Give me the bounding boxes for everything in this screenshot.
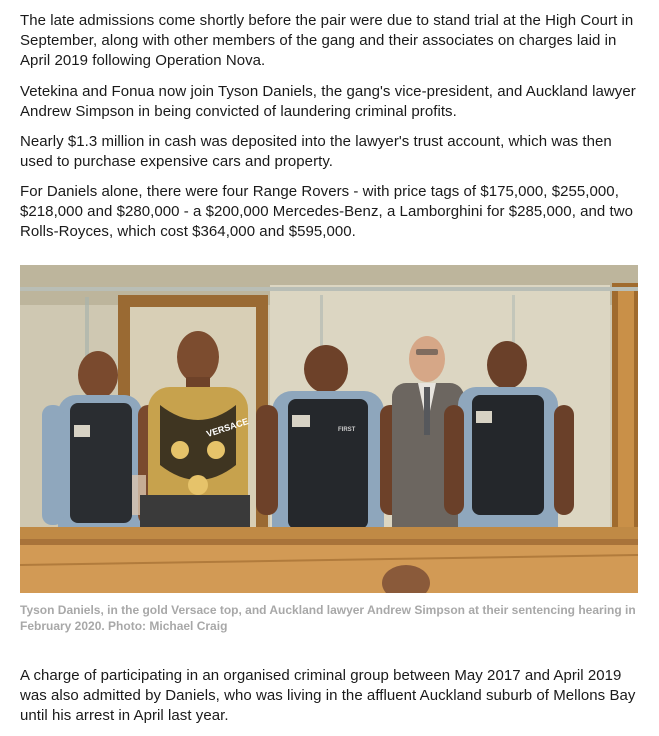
article-paragraph-3: Nearly $1.3 million in cash was deposited into the lawyer's trust account, which was then used to purchase expensive cars and property. xyxy=(20,133,612,170)
article-paragraph-2: Vetekina and Fonua now join Tyson Daniels, the gang's vice-president, and Auckland lawyer Andrew Simpson in being convicted of laundering criminal profits. xyxy=(20,83,636,120)
article-paragraph-5: A charge of participating in an organised criminal group between May 2017 and April 2019 was also admitted by Daniels, who was living in the affluent Auckland suburb of Mellons Bay until his arrest in April last year. xyxy=(20,667,636,724)
article-paragraph-4: For Daniels alone, there were four Range Rovers - with price tags of $175,000, $255,000, $218,000 and $280,000 - a $200,000 Mercedes-Benz, a Lamborghini for $285,000, and two Rolls-Royces, which cost $364,000 and $595,000. xyxy=(20,183,634,240)
photo-caption: Tyson Daniels, in the gold Versace top, and Auckland lawyer Andrew Simpson at their sentencing hearing in February 2020. Photo: Michael Craig xyxy=(20,603,636,633)
versace-shirt-print: VERSACE xyxy=(205,416,250,440)
courtroom-photo xyxy=(20,265,638,593)
officer-vest-print: FIRST xyxy=(338,427,356,433)
article-paragraph-1: The late admissions come shortly before the pair were due to stand trial at the High Court in September, along with other members of the gang and their associates on charges laid in April 2019 following Operation Nova. xyxy=(20,12,634,69)
